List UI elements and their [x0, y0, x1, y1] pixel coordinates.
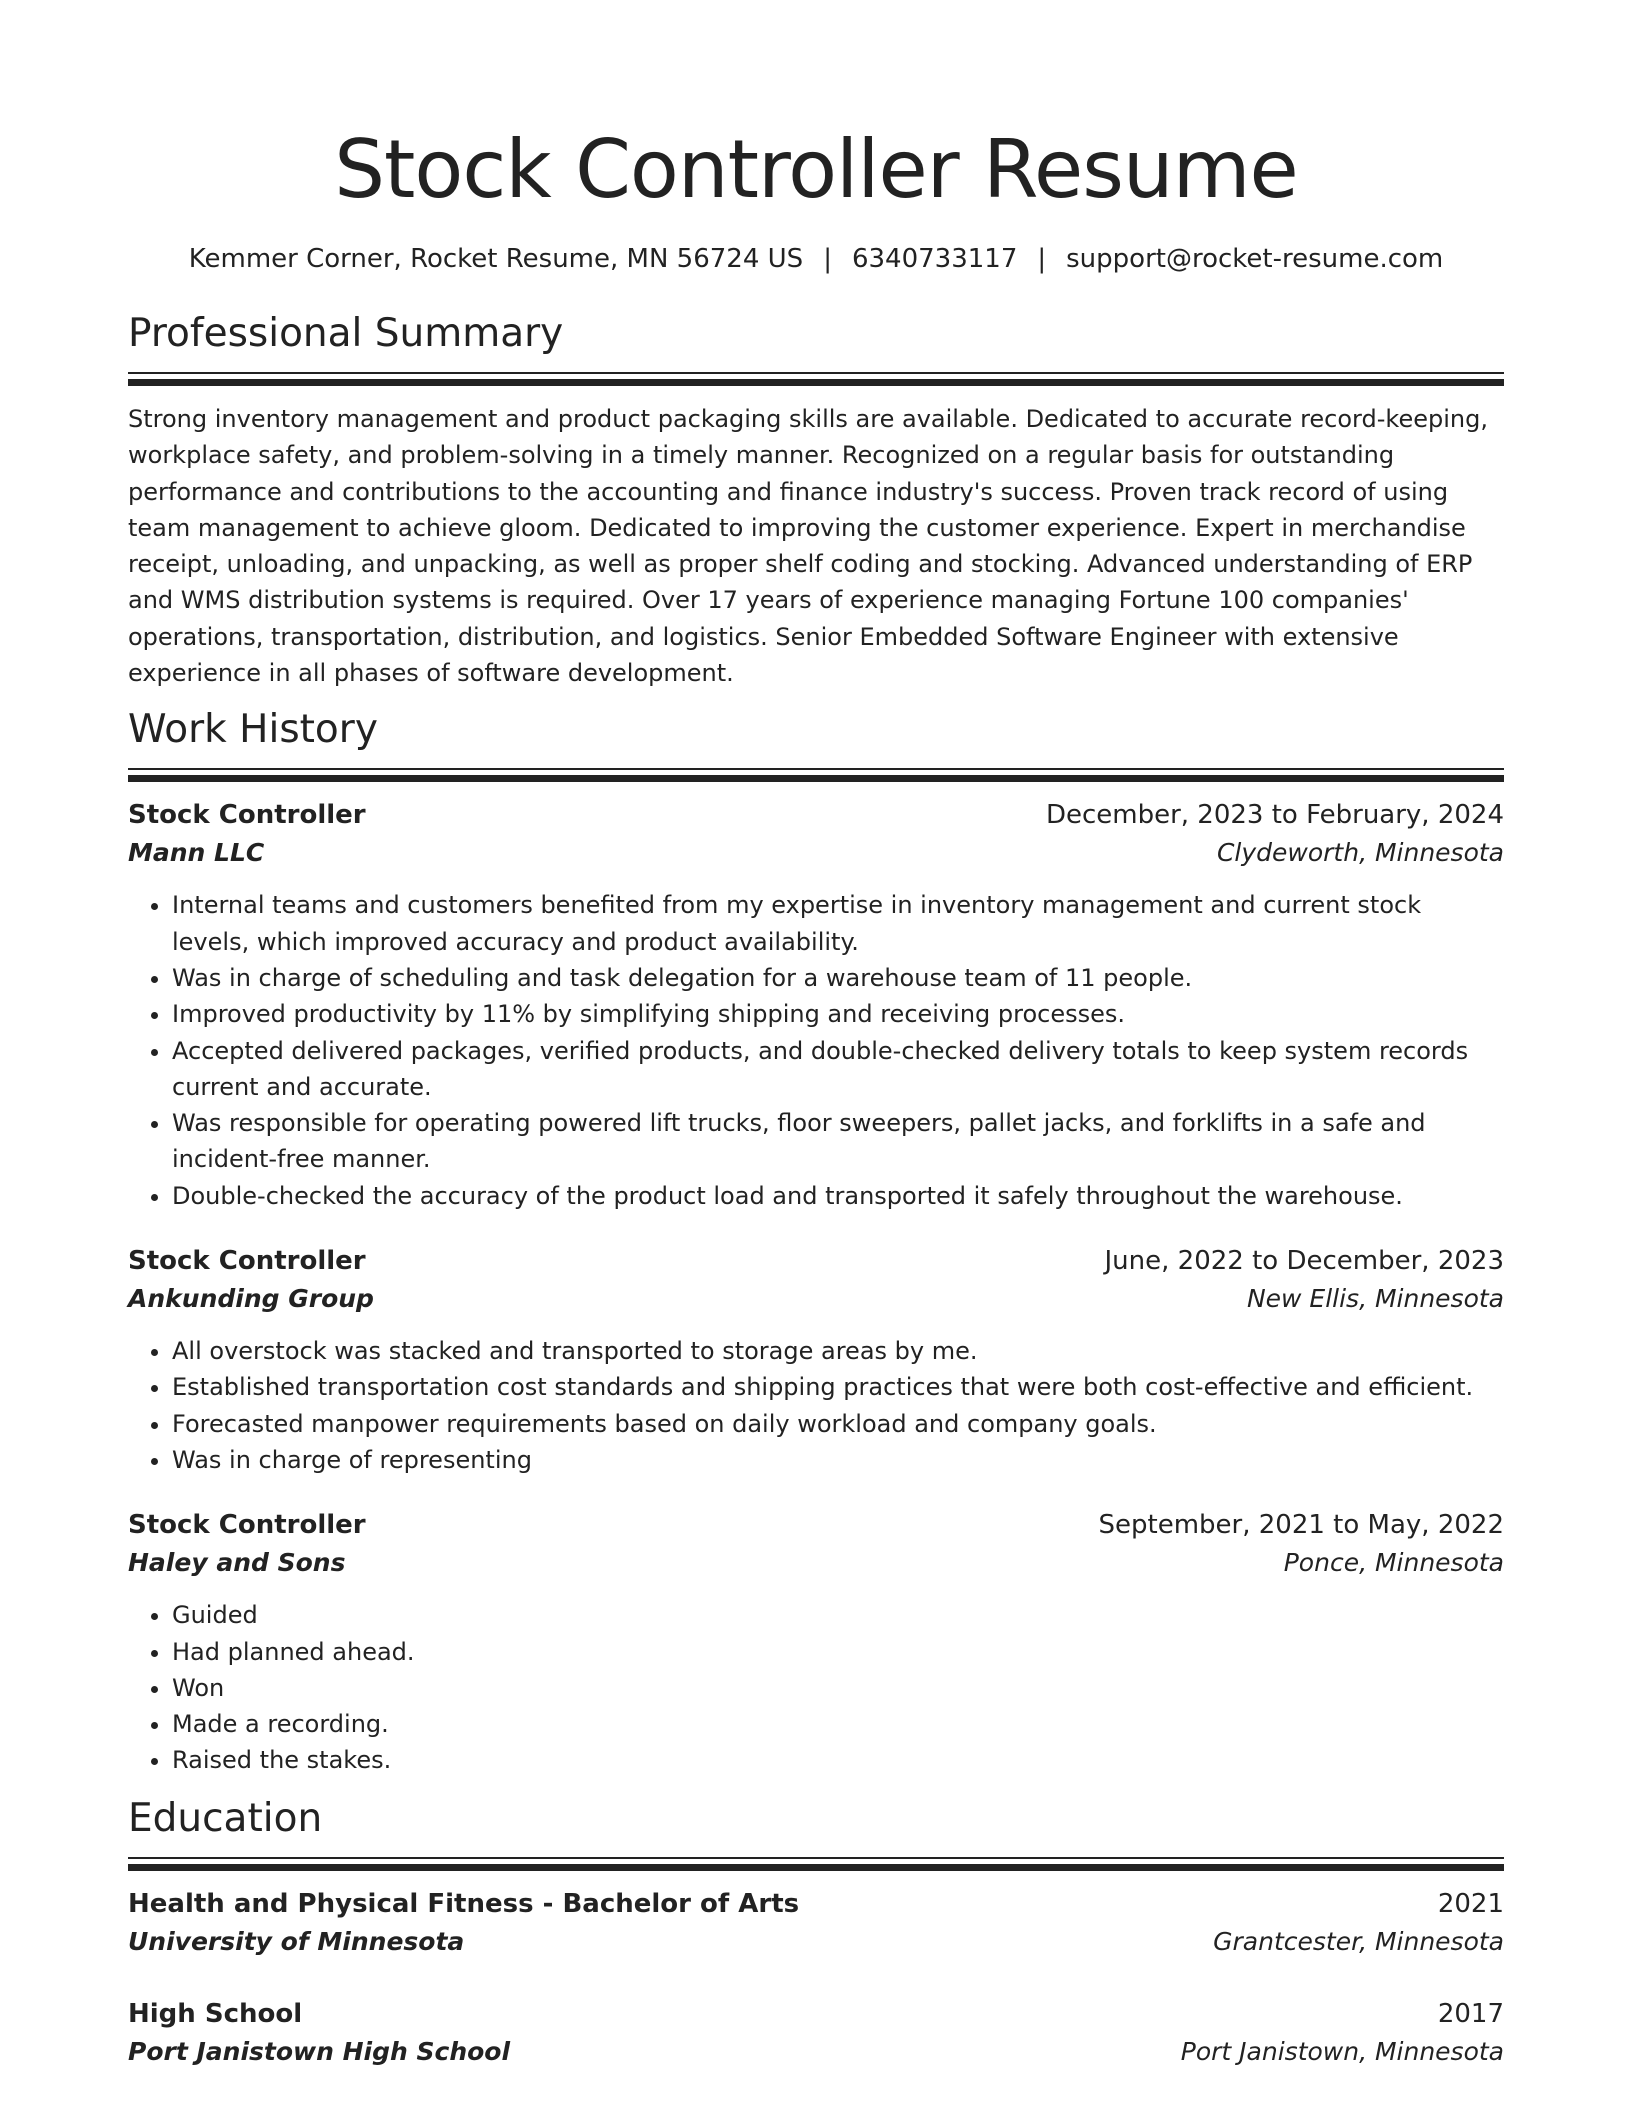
job-bullets — [128, 887, 1504, 1214]
job-location: Ponce, Minnesota — [1283, 1548, 1504, 1578]
job-bullet: • Made a recording. — [172, 1706, 1504, 1742]
section-heading-summary: Professional Summary — [128, 311, 564, 356]
job-company-row — [128, 1544, 1504, 1582]
education-location: Port Janistown, Minnesota — [1180, 2036, 1504, 2066]
job-bullet: • Established transportation cost standards and shipping practices that were both cost-effective and efficient. — [172, 1369, 1504, 1405]
education-header-row — [128, 1995, 1504, 2033]
section-heading-education: Education — [128, 1795, 323, 1841]
job-company: Mann LLC — [128, 838, 265, 868]
job-bullet: • Raised the stakes. — [172, 1742, 1504, 1778]
job-dates: September, 2021 to May, 2022 — [1098, 1510, 1504, 1541]
education-location: Grantcester, Minnesota — [1213, 1926, 1504, 1956]
education-entry — [128, 1995, 1504, 2071]
job-bullet: • Was in charge of representing — [172, 1442, 1504, 1478]
education-header-row — [128, 1885, 1504, 1923]
education-school: University of Minnesota — [128, 1926, 465, 1956]
job-company: Haley and Sons — [128, 1548, 346, 1578]
job-title: Stock Controller — [128, 1246, 366, 1277]
job-bullet: • Was responsible for operating powered lift trucks, floor sweepers, pallet jacks, and forklifts in a safe and incident-free manner. — [172, 1105, 1504, 1178]
contact-address: Kemmer Corner, Rocket Resume, MN 56724 US — [188, 244, 804, 274]
section-divider — [128, 768, 1504, 770]
contact-phone: 6340733117 — [851, 244, 1018, 274]
education-entry — [128, 1885, 1504, 1961]
section-divider-thick — [128, 1864, 1504, 1871]
job-bullet: • Internal teams and customers benefited from my expertise in inventory management and current stock levels, which improved accuracy and product availability. — [172, 887, 1504, 960]
job-company-row — [128, 834, 1504, 872]
education-school-row — [128, 1923, 1504, 1961]
summary-text: Strong inventory management and product packaging skills are available. Dedicated to accurate record-keeping, workplace safety, and problem-solving in a timely manner. Recognized on a regular basis for outstanding performance and contributions to the accounting and finance industry's success. Proven track record of using team management to achieve gloom. Dedicated to improving the customer experience. Expert in merchandise receipt, unloading, and unpacking, as well as proper shelf coding and stocking. Advanced understanding of ERP and WMS distribution systems is required. Over 17 years of experience managing Fortune 100 companies' operations, transportation, distribution, and logistics. Senior Embedded Software Engineer with extensive experience in all phases of software development. — [128, 405, 1488, 688]
education-degree: High School — [128, 1998, 303, 2029]
job-location: New Ellis, Minnesota — [1246, 1284, 1504, 1314]
job-bullet: • Guided — [172, 1597, 1504, 1633]
job-location: Clydeworth, Minnesota — [1216, 838, 1504, 868]
education-school-row — [128, 2033, 1504, 2071]
job-bullets — [128, 1597, 1504, 1778]
job-dates: June, 2022 to December, 2023 — [1104, 1246, 1504, 1277]
job-bullets — [128, 1333, 1504, 1478]
job-title: Stock Controller — [128, 800, 366, 831]
education-school: Port Janistown High School — [128, 2036, 511, 2066]
contact-email: support@rocket-resume.com — [1066, 244, 1444, 274]
contact-separator: | — [823, 244, 832, 274]
job-entry — [128, 796, 1504, 1214]
job-company: Ankunding Group — [128, 1284, 374, 1314]
job-bullet: • Forecasted manpower requirements based on daily workload and company goals. — [172, 1406, 1504, 1442]
job-header-row — [128, 1506, 1504, 1544]
section-divider — [128, 1857, 1504, 1859]
summary-section — [128, 310, 1504, 691]
job-bullet: • Won — [172, 1670, 1504, 1706]
section-divider — [128, 372, 1504, 374]
job-bullet: • All overstock was stacked and transported to storage areas by me. — [172, 1333, 1504, 1369]
work-history-section — [128, 706, 1504, 1778]
education-degree: Health and Physical Fitness - Bachelor of Arts — [128, 1888, 800, 1919]
job-company-row — [128, 1280, 1504, 1318]
job-title: Stock Controller — [128, 1510, 366, 1541]
section-divider-thick — [128, 379, 1504, 386]
job-dates: December, 2023 to February, 2024 — [1045, 800, 1504, 831]
resume-title: Stock Controller Resume — [334, 123, 1298, 216]
job-bullet: • Accepted delivered packages, verified products, and double-checked delivery totals to keep system records current and accurate. — [172, 1033, 1504, 1106]
education-year: 2017 — [1437, 1998, 1504, 2029]
education-year: 2021 — [1437, 1888, 1504, 1919]
job-entry — [128, 1506, 1504, 1778]
job-bullet: • Had planned ahead. — [172, 1634, 1504, 1670]
contact-separator: | — [1037, 244, 1047, 274]
contact-line — [128, 242, 1504, 276]
section-divider-thick — [128, 775, 1504, 782]
job-header-row — [128, 796, 1504, 834]
job-bullet: • Improved productivity by 11% by simplifying shipping and receiving processes. — [172, 996, 1504, 1032]
job-header-row — [128, 1242, 1504, 1280]
section-heading-work: Work History — [128, 707, 378, 753]
job-bullet: • Was in charge of scheduling and task delegation for a warehouse team of 11 people. — [172, 960, 1504, 996]
job-entry — [128, 1242, 1504, 1478]
education-section — [128, 1795, 1504, 2071]
job-bullet: • Double-checked the accuracy of the product load and transported it safely throughout the warehouse. — [172, 1178, 1504, 1214]
